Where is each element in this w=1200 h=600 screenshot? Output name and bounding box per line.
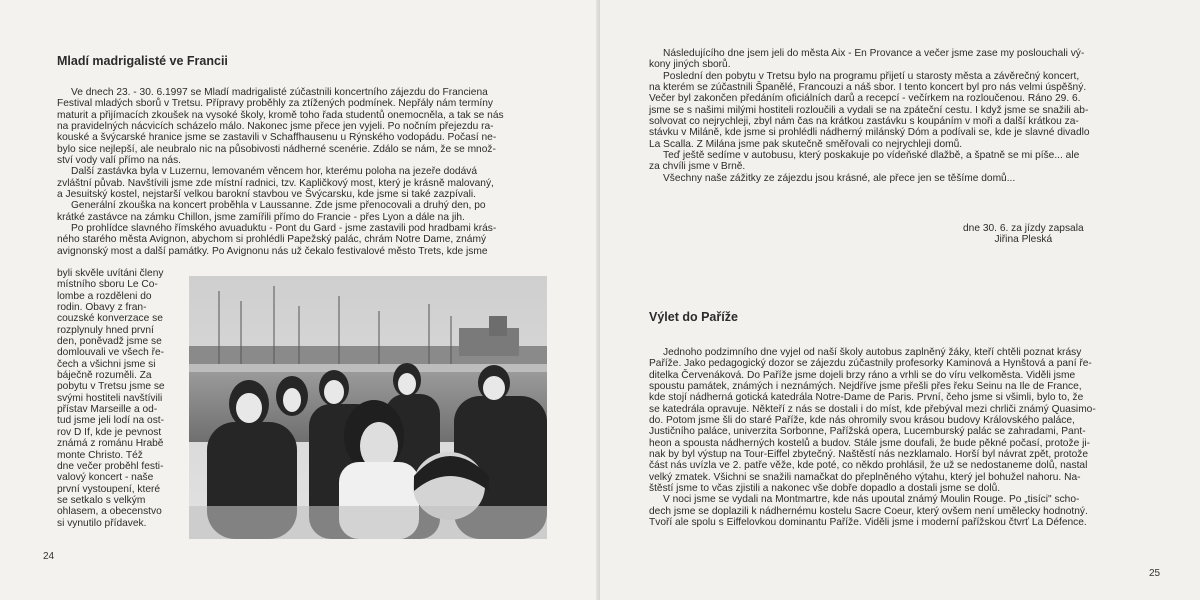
text-line: část nás uvízla ve 2. patře věže, kde poté, co někdo prohlásil, že už se nedostaneme dolů, nastal <box>649 460 1088 472</box>
page-number-right: 25 <box>1149 568 1161 579</box>
left-intro-text <box>57 87 548 257</box>
text-line: kouské a švýcarské hranice jsme se zastavili v Schaffhausenu u Rýnského vodopádu. Počasí ne- <box>57 132 497 144</box>
text-line: zvláštní půvab. Navštívili jsme zde místní radnici, tzv. Kapličkový most, který je krásně malovaný, <box>57 177 494 189</box>
text-line: Po prohlídce slavného římského avuaduktu - Pont du Gard - jsme zastavili pod hradbami krás- <box>71 223 497 235</box>
text-line: dne večer proběhl festi- <box>57 460 164 472</box>
page-number-left: 24 <box>43 551 55 562</box>
text-line: solvovat co nejrychleji, zbyl nám čas na krátkou zastávku s koupáním v moři a další krátkou za- <box>649 116 1079 128</box>
text-line: valový koncert - naše <box>57 472 154 484</box>
text-line: jsme se s našimi milými hostiteli rozloučili a vydali se na zpáteční cestu. I když jsme se snažili ab- <box>649 104 1089 116</box>
text-line: se katedrála opravuje. Někteří z nás se dostali i do míst, kde přebýval mezi chrliči známý Quasimo- <box>649 403 1096 415</box>
text-line: známá z románu Hrabě <box>57 438 164 450</box>
text-line: Večer byl zakončen předáním oficiálních darů a recepcí - večírkem na rozloučenou. Ráno 29. 6. <box>649 93 1081 105</box>
group-photo-harbor <box>189 276 547 539</box>
text-line: lombe a rozděleni do <box>57 290 152 302</box>
text-line: kde stojí nádherná gotická katedrála Notre-Dame de Paris. První, čeho jsme si všimli, bylo to, že <box>649 392 1084 404</box>
text-line: za chvíli jsme v Brně. <box>649 161 746 173</box>
text-line: na kterém se zúčastnili Španělé, Francouzi a náš sbor. I tento koncert byl pro nás velmi úspěšný. <box>649 82 1087 94</box>
photo-graphic <box>189 276 547 539</box>
text-line: avignonský most a další památky. Po Avignonu nás už čekalo festivalové město Trets, kde jsme <box>57 245 488 257</box>
signoff-date: dne 30. 6. za jízdy zapsala <box>963 223 1084 234</box>
text-line: tud jsme jeli lodí na ost- <box>57 415 165 427</box>
text-line: couzské konverzace se <box>57 313 163 325</box>
text-line: a Jesuitský kostel, nejstarší velkou barokní stavbou ve Švýcarsku, kde jsme si také zazpívali. <box>57 189 477 201</box>
text-line: V noci jsme se vydali na Montmartre, kde nás upoutal známý Moulin Rouge. Po „tisíci" scho- <box>663 494 1080 506</box>
text-line: bylo sice nejlepší, ale neubralo nic na působivosti nádherné scenérie. Zdálo se nám, že se množ- <box>57 143 496 155</box>
text-line: pobytu v Tretsu jsme se <box>57 381 165 393</box>
text-line: do. Potom jsme šli do staré Paříže, kde nás ohromily svou krásou budovy Královského paláce, <box>649 415 1075 427</box>
text-line: stávku v Miláně, kde jsme si prohlédli nádherný milánský Dóm a podívali se, kde je slavné divadlo <box>649 127 1090 139</box>
text-line: krátké zastávce na zámku Chillon, jsme zamířili přímo do Francie - přes Lyon a dále na jih. <box>57 211 465 223</box>
text-line: Ve dnech 23. - 30. 6.1997 se Mladí madrigalisté zúčastnili koncertního zájezdu do Franciena <box>71 87 488 98</box>
text-line: ství vody valí přímo na nás. <box>57 155 182 167</box>
text-line: Všechny naše zážitky ze zájezdu jsou krásné, ale přece jen se těšíme domů... <box>663 172 1016 184</box>
text-line: místního sboru Le Co- <box>57 279 158 291</box>
article-title-paris: Výlet do Paříže <box>649 310 738 324</box>
text-line: kony jiných sborů. <box>649 59 731 71</box>
text-line: čech a všichni jsme si <box>57 358 156 370</box>
text-line: Poslední den pobytu v Tretsu bylo na programu přijetí u starosty města a závěrečný koncert, <box>663 70 1080 82</box>
text-line: Tvoří ale spolu s Eiffelovkou dominantu Paříže. Viděli jsme i moderní pařížskou čtvrť La Défence. <box>649 517 1087 529</box>
text-line: ditelka Červenáková. Do Paříže jsme dojeli brzy ráno a vrhli se do víru velkoměsta. Viděli jsme <box>649 369 1076 381</box>
text-line: si vynutilo přídavek. <box>57 517 147 529</box>
right-page <box>600 0 1200 600</box>
text-line: monte Christo. Též <box>57 449 143 461</box>
text-line: velký zmatek. Všichni se snažili namačkat do přeplněného výtahu, který jel bohužel nahoru. Na- <box>649 471 1081 483</box>
signoff <box>963 223 1084 246</box>
text-line: báječně rozuměli. Za <box>57 370 152 382</box>
right-trip-continuation <box>649 48 1147 184</box>
text-line: štěstí jsme to včas zjistili a nakonec vše dobře dopadlo a dostali jsme se dolů. <box>649 483 1001 495</box>
text-line: Paříže. Jako pedagogický dozor se zájezdu zúčastnily profesorky Kaminová a Hynštová a paní ře- <box>649 358 1092 370</box>
text-line: La Scalla. Z Milána jsme pak skutečně směřovali co nejrychleji domů. <box>649 138 963 150</box>
text-line: nak by byl výstup na Tour-Eiffel zbytečný. Naštěstí nás nezklamalo. Horší byl návrat zpět, protože <box>649 449 1089 461</box>
text-line: dech jsme se doplazili k nádhernému kostelu Sacre Coeur, který ovšem není umělecky hodnotný. <box>649 505 1088 517</box>
text-line: první vystoupení, které <box>57 483 161 495</box>
text-line: Jednoho podzimního dne vyjel od naší školy autobus zaplněný žáky, kteří chtěli poznat krásy <box>663 347 1082 358</box>
text-line: Teď ještě sedíme v autobusu, který poskakuje po vídeňské dlažbě, a špatně se mi píše... ale <box>663 150 1080 162</box>
text-line: Justičního paláce, univerzita Sorbonne, Pařížská opera, Lucemburský palác se zahradami, Pant- <box>649 426 1086 438</box>
text-line: rozplynuly hned první <box>57 324 154 336</box>
text-line: na pravidelných nácvicích scházelo málo. Nakonec jsme přece jen vyjeli. Po nočním přejezdu ra- <box>57 121 494 133</box>
text-line: svými hostiteli navštívili <box>57 392 163 404</box>
text-line: maturit a přijímacích zkoušek na vysoké školy, kromě toho řada studentů onemocněla, a tak se nás <box>57 109 504 121</box>
article-title-madrigalists: Mladí madrigalisté ve Francii <box>57 54 228 68</box>
text-line: přístav Marseille a od- <box>57 404 158 416</box>
text-line: Generální zkouška na koncert proběhla v Laussanne. Zde jsme přenocovali a druhý den, po <box>71 200 486 212</box>
left-narrow-column <box>57 268 182 529</box>
text-line: ného starého města Avignon, abychom si prohlédli Papežský palác, chrám Notre Dame, známý <box>57 234 487 246</box>
text-line: rodin. Obavy z fran- <box>57 302 147 314</box>
text-line: Další zastávka byla v Luzernu, lemovaném věncem hor, kterému poloha na jezeře dodává <box>71 166 478 178</box>
text-line: rov D If, kde je pevnost <box>57 426 162 438</box>
text-line: heon a spousta nádherných kostelů a budov. Stále jsme doufali, že bude pěkné počasí, protože ji- <box>649 437 1090 449</box>
text-line: domlouvali ve všech ře- <box>57 347 165 359</box>
text-line: den, poněvadž jsme se <box>57 336 162 348</box>
text-line: ohlasem, a obecenstvo <box>57 506 162 518</box>
text-line: spoustu památek, známých i neznámých. Nejdříve jsme přešli přes řeku Seinu na Ile de France, <box>649 381 1082 393</box>
text-line: se setkalo s velkým <box>57 494 146 506</box>
text-line: Následujícího dne jsem jeli do města Aix - En Provance a večer jsme zase my poslouchali vý- <box>663 48 1085 59</box>
text-line: Festival mladých sborů v Tretsu. Přípravy proběhly za ztížených podmínek. Nepřály nám termíny <box>57 98 493 110</box>
text-line: byli skvěle uvítáni členy <box>57 268 164 279</box>
signoff-author: Jiřina Pleská <box>994 234 1053 246</box>
paris-article-text <box>649 347 1149 529</box>
